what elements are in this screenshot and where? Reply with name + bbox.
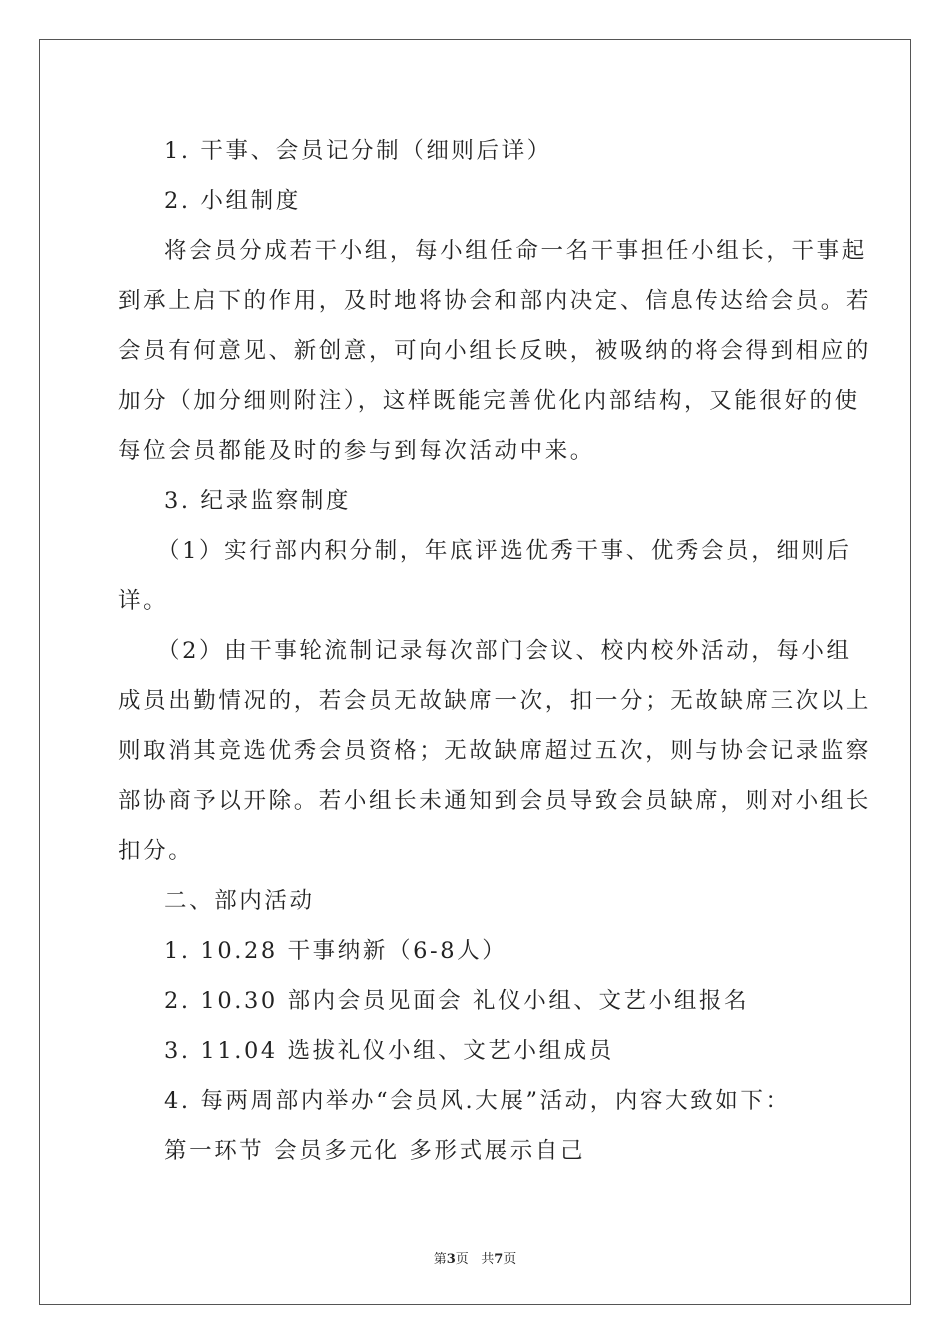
paragraph-line: 将会员分成若干小组，每小组任命一名干事担任小组长，干事起 (164, 238, 867, 264)
item-3-supervision-system: 3. 纪录监察制度 (164, 488, 352, 514)
paragraph-line: 则取消其竞选优秀会员资格；无故缺席超过五次，则与协会记录监察 (118, 738, 872, 764)
paragraph-line: 加分（加分细则附注），这样既能完善优化内部结构，又能很好的使 (118, 388, 860, 414)
paragraph-line: （2）由干事轮流制记录每次部门会议、校内校外活动，每小组 (157, 638, 852, 664)
activity-item: 1. 10.28 干事纳新（6-8人） (164, 938, 508, 964)
activity-item: 4. 每两周部内举办“会员风.大展”活动，内容大致如下： (164, 1088, 791, 1114)
paragraph-line: 成员出勤情况的，若会员无故缺席一次，扣一分；无故缺席三次以上 (118, 688, 872, 714)
paragraph-line: 到承上启下的作用，及时地将协会和部内决定、信息传达给会员。若 (118, 288, 872, 314)
footer-prefix: 第 (433, 1252, 447, 1267)
paragraph-line: 每位会员都能及时的参与到每次活动中来。 (118, 438, 595, 464)
paragraph-line: 部协商予以开除。若小组长未通知到会员导致会员缺席，则对小组长 (118, 788, 872, 814)
paragraph-line: 会员有何意见、新创意，可向小组长反映，被吸纳的将会得到相应的 (118, 338, 872, 364)
footer-middle: 页 共 (455, 1252, 495, 1267)
activity-item: 2. 10.30 部内会员见面会 礼仪小组、文艺小组报名 (164, 988, 750, 1014)
paragraph-line: （1）实行部内积分制，年底评选优秀干事、优秀会员，细则后 (157, 538, 852, 564)
activity-item: 3. 11.04 选拔礼仪小组、文艺小组成员 (164, 1038, 614, 1064)
item-1-scoring-system: 1. 干事、会员记分制（细则后详） (164, 138, 552, 164)
total-page-number: 7 (494, 1252, 504, 1267)
paragraph-line: 扣分。 (118, 838, 194, 864)
activity-item: 第一环节 会员多元化 多形式展示自己 (164, 1138, 586, 1164)
paragraph-line: 详。 (118, 588, 169, 614)
footer-suffix: 页 (503, 1252, 517, 1267)
item-2-group-system: 2. 小组制度 (164, 188, 301, 214)
page-footer (0, 1248, 950, 1267)
section-heading-activities: 二、部内活动 (164, 888, 315, 914)
current-page-number: 3 (446, 1252, 456, 1267)
